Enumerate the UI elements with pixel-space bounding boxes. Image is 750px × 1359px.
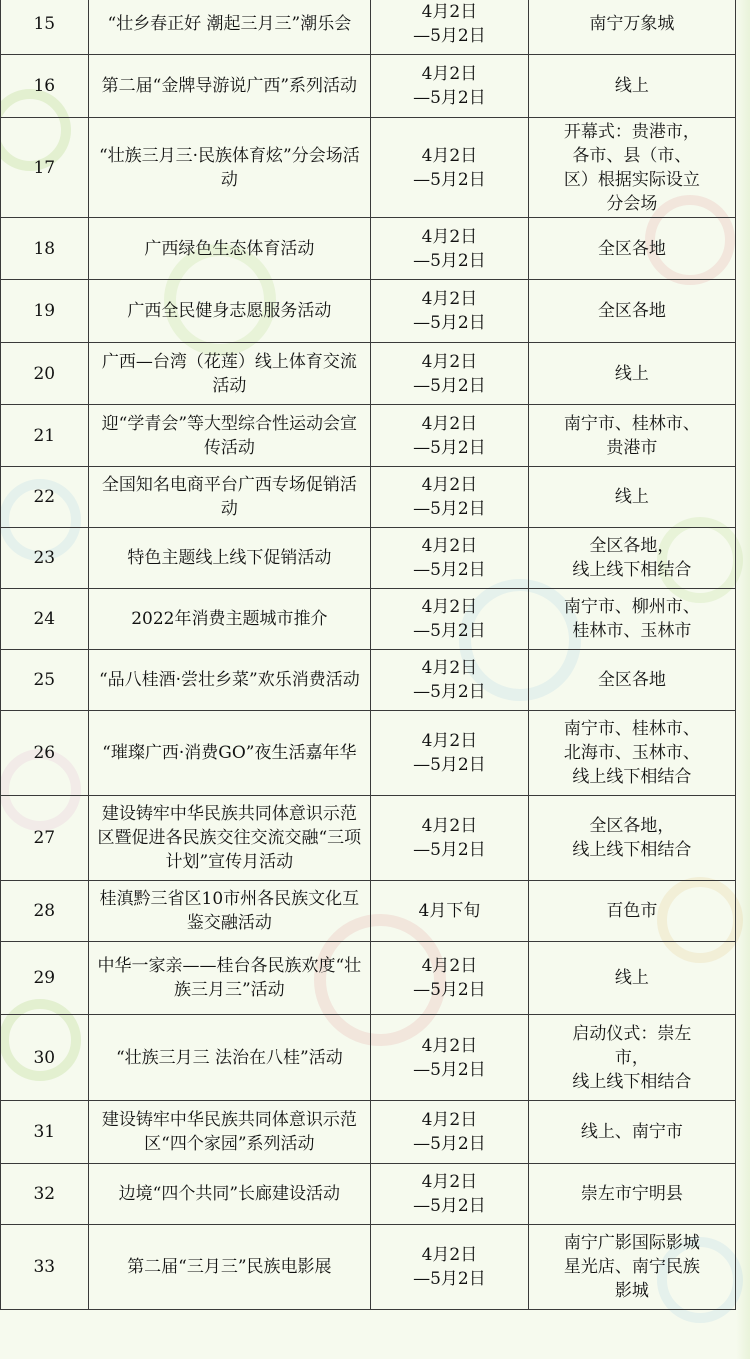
activity-location-line: 影城 (614, 1281, 649, 1301)
table-row (1, 280, 736, 343)
activity-location-line: 南宁万象城 (589, 13, 675, 34)
activity-location-line: 全区各地 (597, 670, 666, 690)
activity-time (371, 405, 529, 467)
activity-time-line: —5月2日 (413, 437, 486, 458)
activity-time-line: —5月2日 (413, 88, 486, 108)
table-row (1, 650, 736, 711)
activity-time-line: —5月2日 (413, 755, 486, 775)
row-number: 18 (1, 218, 89, 280)
activity-time-line: —5月2日 (413, 1134, 486, 1154)
activity-time (371, 118, 529, 218)
activity-location-line: 区）根据实际设立 (563, 169, 700, 190)
activity-time-line: —5月2日 (413, 560, 486, 580)
activity-location-line: 分会场 (606, 193, 658, 214)
row-number: 28 (1, 881, 89, 942)
activity-location-line: 线上 (614, 968, 649, 988)
row-number: 16 (1, 55, 89, 118)
activity-location-line: 北海市、玉林市、 (563, 743, 700, 763)
row-number: 31 (1, 1101, 89, 1164)
activity-location-line: 全区各地， (589, 536, 675, 556)
activity-location-line: 各市、县（市、 (572, 145, 692, 166)
activity-location-line: 线上线下相结合 (572, 840, 692, 860)
row-number: 21 (1, 405, 89, 467)
activity-name: 第二届“三月三”民族电影展 (88, 1225, 370, 1310)
activity-location (528, 942, 735, 1015)
activity-location (528, 881, 735, 942)
row-number: 26 (1, 711, 89, 796)
activity-name: 第二届“金牌导游说广西”系列活动 (88, 55, 370, 118)
activity-location-line: 线上 (614, 76, 649, 96)
activity-time-line: 4月2日 (421, 289, 478, 309)
activity-name: “壮乡春正好 潮起三月三”潮乐会 (88, 0, 370, 55)
activity-time (371, 1164, 529, 1225)
activity-location-line: 桂林市、玉林市 (572, 621, 692, 641)
activity-time (371, 528, 529, 589)
table-row (1, 405, 736, 467)
activity-time-line: 4月2日 (421, 1, 478, 22)
activity-time (371, 0, 529, 55)
row-number: 27 (1, 796, 89, 881)
activity-name: 广西—台湾（花莲）线上体育交流活动 (88, 343, 370, 405)
table-row (1, 118, 736, 218)
table-row (1, 1101, 736, 1164)
activity-time-line: —5月2日 (413, 1059, 486, 1080)
activity-name: 迎“学青会”等大型综合性运动会宣传活动 (88, 405, 370, 467)
activity-location-line: 南宁市、桂林市、 (563, 719, 700, 739)
activity-name: 广西绿色生态体育活动 (88, 218, 370, 280)
activity-time-line: 4月2日 (421, 351, 478, 372)
table-row (1, 218, 736, 280)
activity-location (528, 711, 735, 796)
activity-location-line: 全区各地 (597, 238, 666, 259)
table-row (1, 796, 736, 881)
activity-time-line: —5月2日 (413, 25, 486, 46)
activity-time-line: —5月2日 (413, 375, 486, 396)
table-row (1, 1225, 736, 1310)
activity-location-line: 崇左市宁明县 (580, 1184, 683, 1204)
activity-time (371, 55, 529, 118)
activity-location-line: 开幕式：贵港市， (563, 121, 700, 142)
activity-location (528, 118, 735, 218)
activity-time-line: —5月2日 (413, 621, 486, 641)
activity-time-line: 4月2日 (421, 475, 478, 495)
activity-time-line: 4月2日 (421, 536, 478, 556)
activity-location-line: 百色市 (606, 901, 658, 921)
activity-name: “品八桂酒·尝壮乡菜”欢乐消费活动 (88, 650, 370, 711)
activity-name: 建设铸牢中华民族共同体意识示范区“四个家园”系列活动 (88, 1101, 370, 1164)
table-row (1, 589, 736, 650)
activity-location-line: 线上、南宁市 (580, 1122, 683, 1142)
activity-location-line: 南宁广影国际影城 (563, 1233, 700, 1253)
activity-time-line: —5月2日 (413, 980, 486, 1000)
activity-time-line: 4月2日 (421, 816, 478, 836)
activity-location-line: 星光店、南宁民族 (563, 1257, 700, 1277)
activity-time (371, 1225, 529, 1310)
activity-time-line: —5月2日 (413, 499, 486, 519)
activity-time-line: —5月2日 (413, 313, 486, 333)
activity-time-line: 4月2日 (421, 731, 478, 751)
activity-time (371, 589, 529, 650)
activity-time (371, 1101, 529, 1164)
activity-location (528, 0, 735, 55)
activity-time (371, 280, 529, 343)
activity-location (528, 280, 735, 343)
row-number: 32 (1, 1164, 89, 1225)
activity-time (371, 711, 529, 796)
row-number: 17 (1, 118, 89, 218)
activity-time (371, 467, 529, 528)
activity-location-line: 南宁市、桂林市、 (563, 413, 700, 434)
activity-time-line: 4月下旬 (418, 901, 481, 921)
activity-time-line: 4月2日 (421, 413, 478, 434)
table-row (1, 343, 736, 405)
activity-location (528, 1015, 735, 1101)
activity-time (371, 218, 529, 280)
activity-location (528, 218, 735, 280)
row-number: 22 (1, 467, 89, 528)
table-row (1, 0, 736, 55)
table-row (1, 1015, 736, 1101)
activity-name: 特色主题线上线下促销活动 (88, 528, 370, 589)
activity-time-line: 4月2日 (421, 64, 478, 84)
activity-location-line: 线上线下相结合 (572, 560, 692, 580)
activity-time-line: 4月2日 (421, 1172, 478, 1192)
row-number: 23 (1, 528, 89, 589)
activity-time-line: 4月2日 (421, 956, 478, 976)
activity-name: 全国知名电商平台广西专场促销活动 (88, 467, 370, 528)
activity-time (371, 650, 529, 711)
activity-name: 建设铸牢中华民族共同体意识示范区暨促进各民族交往交流交融“三项计划”宣传月活动 (88, 796, 370, 881)
row-number: 19 (1, 280, 89, 343)
activity-location-line: 全区各地 (597, 301, 666, 321)
activity-location-line: 线上 (614, 487, 649, 507)
activity-time (371, 1015, 529, 1101)
table-row (1, 1164, 736, 1225)
row-number: 29 (1, 942, 89, 1015)
activity-time-line: —5月2日 (413, 169, 486, 190)
table-row (1, 528, 736, 589)
row-number: 25 (1, 650, 89, 711)
table-row (1, 55, 736, 118)
row-number: 15 (1, 0, 89, 55)
activity-name: 边境“四个共同”长廊建设活动 (88, 1164, 370, 1225)
table-row (1, 467, 736, 528)
activity-location (528, 1164, 735, 1225)
row-number: 33 (1, 1225, 89, 1310)
activity-time-line: 4月2日 (421, 597, 478, 617)
activity-location-line: 南宁市、柳州市、 (563, 597, 700, 617)
activity-location (528, 528, 735, 589)
activity-time-line: 4月2日 (421, 226, 478, 247)
activity-location (528, 1101, 735, 1164)
activity-location-line: 全区各地， (589, 816, 675, 836)
activity-location-line: 线上线下相结合 (572, 1071, 692, 1092)
activity-location-line: 线上线下相结合 (572, 767, 692, 787)
activity-time-line: 4月2日 (421, 1035, 478, 1056)
table-row (1, 942, 736, 1015)
activity-time (371, 343, 529, 405)
activity-time-line: —5月2日 (413, 1269, 486, 1289)
row-number: 24 (1, 589, 89, 650)
table-row (1, 881, 736, 942)
activity-name: 2022年消费主题城市推介 (88, 589, 370, 650)
activity-time (371, 942, 529, 1015)
activity-location (528, 1225, 735, 1310)
activity-location (528, 343, 735, 405)
row-number: 20 (1, 343, 89, 405)
activity-time-line: 4月2日 (421, 1245, 478, 1265)
activity-time (371, 796, 529, 881)
activity-location-line: 市， (614, 1047, 649, 1068)
activity-location (528, 467, 735, 528)
activity-time-line: 4月2日 (421, 1110, 478, 1130)
activity-name: 桂滇黔三省区10市州各民族文化互鉴交融活动 (88, 881, 370, 942)
activity-location (528, 589, 735, 650)
activity-time (371, 881, 529, 942)
row-number: 30 (1, 1015, 89, 1101)
activity-name: “壮族三月三 法治在八桂”活动 (88, 1015, 370, 1101)
activity-name: 广西全民健身志愿服务活动 (88, 280, 370, 343)
activity-location-line: 启动仪式：崇左 (572, 1023, 692, 1044)
activity-location (528, 55, 735, 118)
activity-name: “壮族三月三·民族体育炫”分会场活动 (88, 118, 370, 218)
activity-name: “璀璨广西·消费GO”夜生活嘉年华 (88, 711, 370, 796)
activity-location (528, 405, 735, 467)
activity-time-line: —5月2日 (413, 250, 486, 271)
activity-name: 中华一家亲——桂台各民族欢度“壮族三月三”活动 (88, 942, 370, 1015)
activity-time-line: 4月2日 (421, 145, 478, 166)
activity-location-line: 线上 (614, 363, 649, 384)
activity-time-line: —5月2日 (413, 682, 486, 702)
table-row (1, 711, 736, 796)
activity-location (528, 650, 735, 711)
activity-location-line: 贵港市 (606, 437, 658, 458)
activity-time-line: —5月2日 (413, 1196, 486, 1216)
activity-time-line: —5月2日 (413, 840, 486, 860)
activity-time-line: 4月2日 (421, 658, 478, 678)
activity-location (528, 796, 735, 881)
